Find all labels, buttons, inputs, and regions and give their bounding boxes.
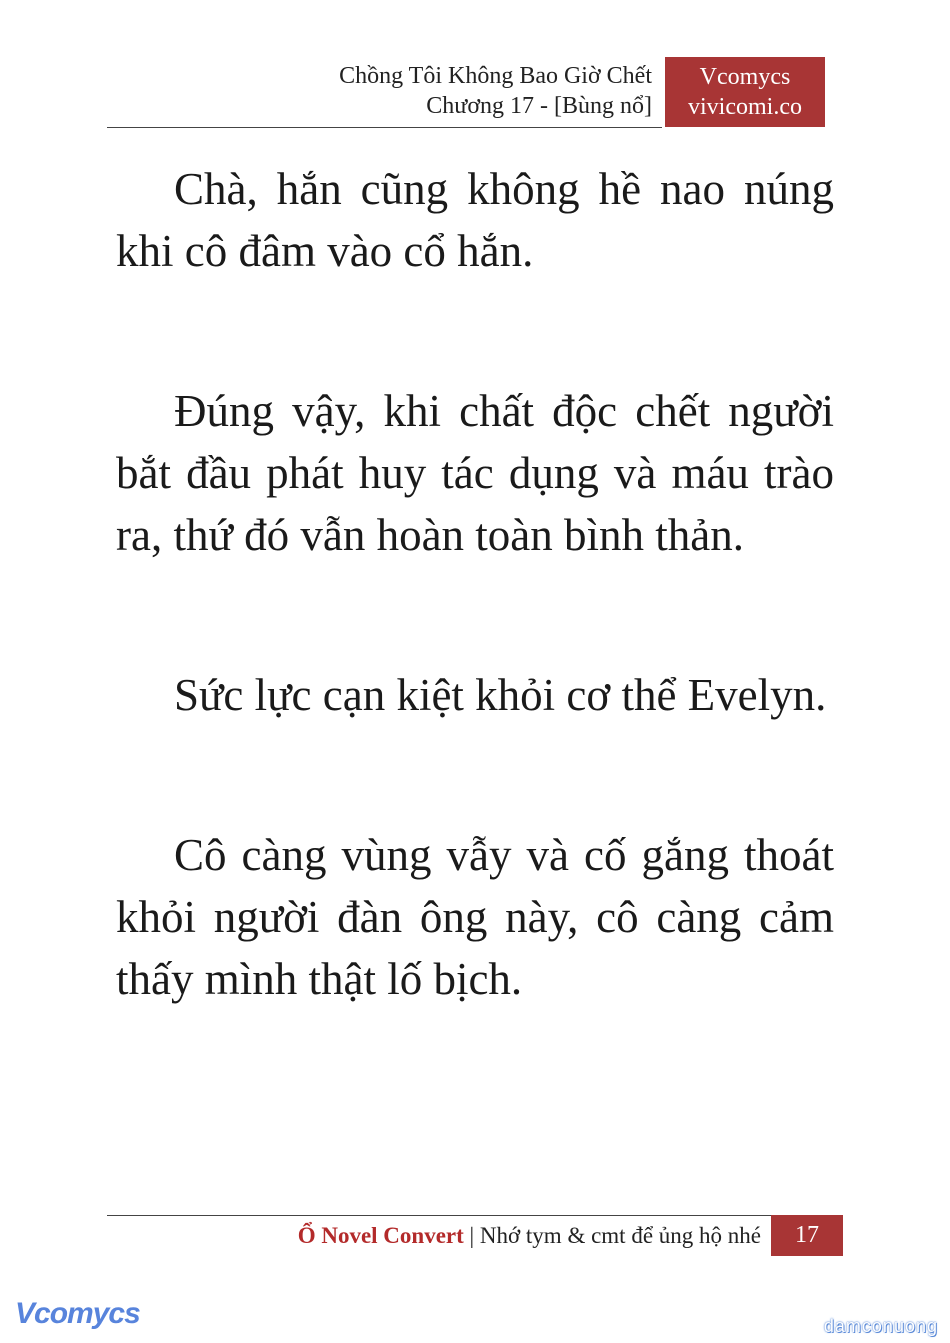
page-header	[107, 57, 825, 127]
brand-badge	[665, 57, 825, 127]
header-titles	[339, 61, 652, 121]
watermark: damconuong	[823, 1316, 938, 1336]
vcomycs-logo: Vcomycs	[15, 1297, 140, 1330]
paragraph: Cô càng vùng vẫy và cố gắng thoát khỏi người đàn ông này, cô càng cảm thấy mình thật lố bịch.	[116, 830, 834, 1004]
chapter-title: Chương 17 - [Bùng nổ]	[426, 93, 652, 119]
footer-separator: |	[469, 1223, 475, 1248]
book-title: Chồng Tôi Không Bao Giờ Chết	[339, 63, 652, 89]
paragraph: Đúng vậy, khi chất độc chết người bắt đầu phát huy tác dụng và máu trào ra, thứ đó vẫn hoàn toàn bình thản.	[116, 386, 834, 560]
paragraph: Chà, hắn cũng không hề nao núng khi cô đâm vào cổ hắn.	[116, 164, 834, 276]
brand-name: Vcomycs	[699, 64, 791, 90]
footer-message: Nhớ tym & cmt để ủng hộ nhé	[479, 1223, 761, 1248]
chapter-body	[116, 158, 834, 1010]
page-number: 17	[771, 1215, 843, 1256]
footer-line	[298, 1222, 761, 1250]
header-divider	[107, 127, 662, 128]
paragraph: Sức lực cạn kiệt khỏi cơ thể Evelyn.	[174, 670, 827, 720]
footer-brand: Ổ Novel Convert	[297, 1223, 464, 1248]
page-footer	[107, 1215, 843, 1256]
brand-site: vivicomi.co	[688, 94, 802, 120]
